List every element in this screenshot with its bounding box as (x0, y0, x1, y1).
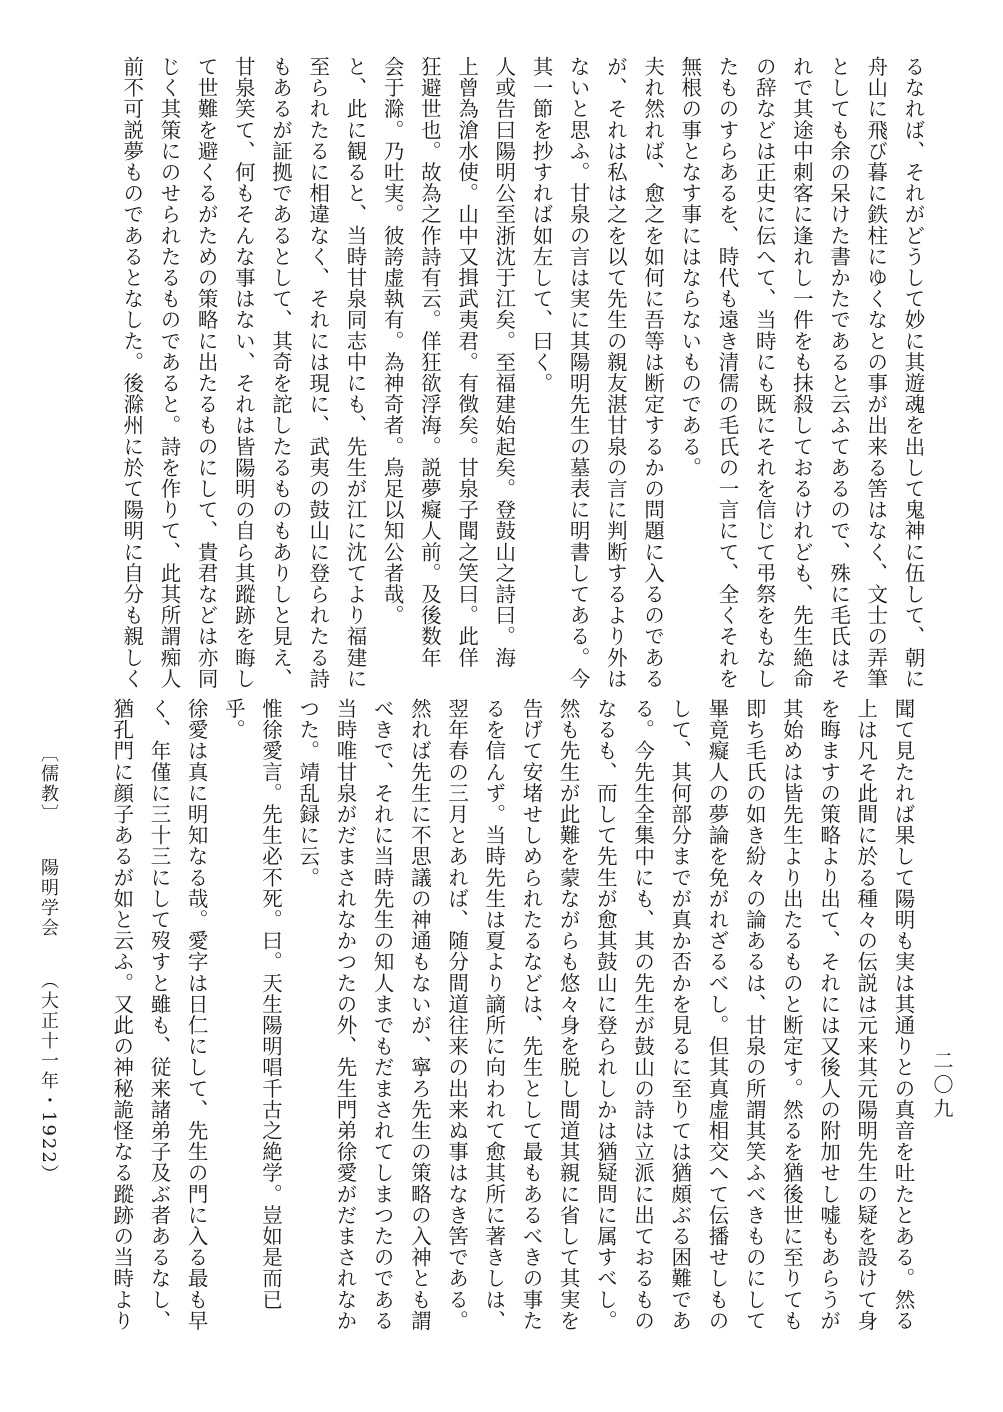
text-block-bottom (103, 698, 921, 1331)
text-line: たものすらあるを、時代も遠き清儒の毛氏の一言にて、全くそれを (714, 56, 739, 689)
text-line: るなれば、それがどうして妙に其遊魂を出して鬼神に伍して、朝に (901, 56, 925, 689)
text-line: れで其途中刺客に逢れし一件をも抹殺しておるけれども、先生絶命 (789, 56, 814, 689)
text-line: なるも、而して先生が愈其鼓山に登られしかは猶疑問に属すべし。 (593, 698, 618, 1331)
text-line: べきで、それに当時先生の知人までもだまされてしまつたのである (370, 698, 395, 1331)
text-line: 甘泉笑て、何もそんな事はない、それは皆陽明の自ら其蹤跡を晦し (231, 56, 256, 689)
footer-category: 〔儒教〕 (38, 744, 59, 824)
text-line: 其一節を抄すれば如左して、曰く。 (528, 56, 553, 394)
text-line: の辞などは正史に伝へて、当時にも既にそれを信じて弔祭をもなし (752, 56, 777, 689)
text-line: 徐愛は真に明知なる哉。愛字は日仁にして、先生の門に入る最も早 (184, 698, 209, 1331)
footer-date: （大正十一年・1922） (38, 971, 59, 1186)
text-line: 前不可説夢ものであるとなした。後滁州に於て陽明に自分も親しく (119, 56, 144, 689)
text-line: 上は凡そ此間に於る種々の伝説は元来其元陽明先生の疑を設けて身 (853, 698, 878, 1331)
text-block-top (113, 56, 931, 689)
quote-line: 狂避世也。故為之作詩有云。佯狂欲浮海。説夢癡人前。及後数年 (417, 56, 442, 668)
page-number: 二〇九 (930, 1050, 954, 1122)
text-line: もあるが証拠であるとして、其奇を詑したるものもありしと見え、 (268, 56, 293, 689)
text-line: つた。靖乱録に云。 (295, 698, 320, 888)
text-line: く、年僅に三十三にして歿すと雖も、従来諸弟子及ぶ者あるなし、 (146, 698, 171, 1331)
text-line: 其始めは皆先生より出たるものと断定す。然るを猶後世に至りても (779, 698, 804, 1331)
text-line: 然れば先生に不思議の神通もないが、寧ろ先生の策略の入神とも謂 (407, 698, 432, 1331)
text-line: 当時唯甘泉がだまされなかつたの外、先生門弟徐愛がだまされなか (332, 698, 357, 1331)
text-line: して、其何部分までが真か否かを見るに至りては猶頗ぶる困難であ (667, 698, 692, 1331)
text-line: 至られたるに相違なく、それには現に、武夷の鼓山に登られたる詩 (305, 56, 330, 689)
text-line: 即ち毛氏の如き紛々の論あるは、甘泉の所謂其笑ふべきものにして (742, 698, 767, 1331)
text-line: 告げて安堵せしめられたるなどは、先生として最もあるべきの事た (518, 698, 543, 1331)
quote-line: 会于滁。乃吐実。彼誇虚執有。為神奇者。烏足以知公者哉。 (380, 56, 405, 626)
page-footer (35, 744, 61, 1211)
text-line: ないと思ふ。甘泉の言は実に其陽明先生の墓表に明書してある。今 (566, 56, 591, 689)
text-line: 夫れ然れば、愈之を如何に吾等は断定するかの問題に入るのである (640, 56, 665, 689)
text-line: 畢竟癡人の夢論を免がれざるべし。但其真虚相交へて伝播せしもの (704, 698, 729, 1331)
quote-line: 人或告曰陽明公至浙沈于江矣。至福建始起矣。登鼓山之詩曰。海 (491, 56, 516, 668)
text-line: と、此に観ると、当時甘泉同志中にも、先生が江に沈てより福建に (342, 56, 367, 689)
quote-line: 惟徐愛言。先生必不死。曰。天生陽明唱千古之絶学。豈如是而已 (258, 698, 283, 1310)
text-line: 聞て見たれば果して陽明も実は其通りとの真音を吐たとある。然る (891, 698, 915, 1331)
text-line: 猶孔門に顔子あるが如と云ふ。又此の神秘詭怪なる蹤跡の当時より (109, 698, 134, 1331)
text-line: じく其策にのせられたるものであると。詩を作りて、此其所謂痴人 (156, 56, 181, 689)
quote-line: 乎。 (221, 698, 246, 741)
text-line: が、それは私は之を以て先生の親友湛甘泉の言に判断するより外は (603, 56, 628, 689)
text-line: て世難を避くるがための策略に出たるものにして、貴君などは亦同 (194, 56, 219, 689)
text-line: としても余の呆けた書かたであると云ふてあるので、殊に毛氏はそ (826, 56, 851, 689)
quote-line: 上曾為滄水使。山中又揖武夷君。有徴矣。甘泉子聞之笑曰。此佯 (454, 56, 479, 668)
text-line: 然も先生が此難を蒙ながらも悠々身を脱し間道其親に省して其実を (556, 698, 581, 1331)
text-line: るを信んず。当時先生は夏より謫所に向われて愈其所に著きしは、 (481, 698, 506, 1331)
text-line: を晦ますの策略より出て、それには又後人の附加せし嘘もあらうが (816, 698, 841, 1331)
text-line: 無根の事となす事にはならないものである。 (677, 56, 702, 478)
text-line: 翌年春の三月とあれば、随分間道往来の出来ぬ事はなき筈である。 (444, 698, 469, 1331)
text-line: 舟山に飛び暮に鉄柱にゆくなとの事が出来る筈はなく、文士の弄筆 (863, 56, 888, 689)
text-line: る。今先生全集中にも、其の先生が鼓山の詩は立派に出ておるもの (630, 698, 655, 1331)
footer-publisher: 陽明学会 (38, 857, 59, 938)
